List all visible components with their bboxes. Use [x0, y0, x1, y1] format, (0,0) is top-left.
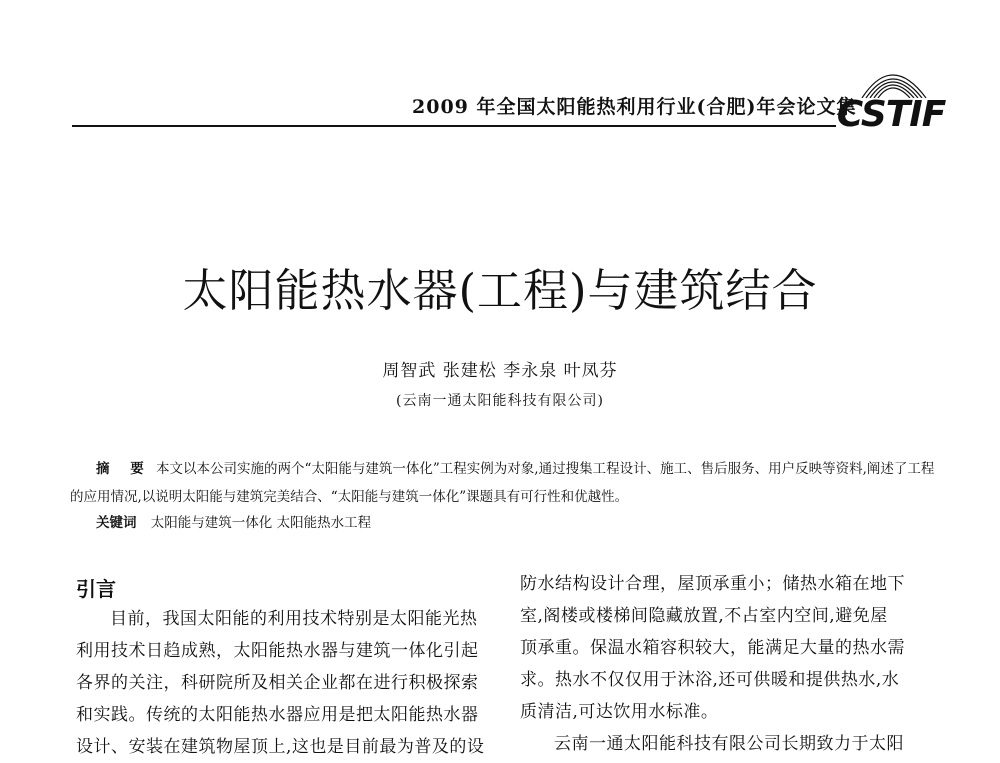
body-line: 防水结构设计合理，屋顶承重小；储热水箱在地下 [520, 574, 905, 594]
abstract-text: 本文以本公司实施的两个“太阳能与建筑一体化”工程实例为对象,通过搜集工程设计、施工、售后服务、用户反映等资料,阐述了工程的应用情况,以说明太阳能与建筑完美结合、“太阳能与建筑一体化”课题具有可行性和优越性。 [70, 461, 935, 505]
paper-title: 太阳能热水器(工程)与建筑结合 [182, 264, 818, 317]
proceedings-title: 2009 年全国太阳能热利用行业(合肥)年会论文集 [412, 96, 857, 118]
paper-affiliation: (云南一通太阳能科技有限公司) [396, 393, 604, 409]
header-rule [72, 125, 836, 127]
body-line: 利用技术日趋成熟，太阳能热水器与建筑一体化引起 [76, 641, 479, 661]
body-line: 求。热水不仅仅用于沐浴,还可供暖和提供热水,水 [520, 670, 900, 690]
body-line: 质清洁,可达饮用水标准。 [520, 702, 719, 722]
body-line: 各界的关注，科研院所及相关企业都在进行积极探索 [76, 673, 479, 693]
logo-arcs-icon [854, 58, 930, 98]
body-line: 室,阁楼或楼梯间隐藏放置,不占室内空间,避免屋 [520, 606, 888, 626]
keywords-text: 太阳能与建筑一体化 太阳能热水工程 [150, 515, 372, 531]
body-line: 设计、安装在建筑物屋顶上,这也是目前最为普及的设 [76, 737, 485, 757]
logo-text: CSTIF [836, 94, 946, 135]
body-line: 云南一通太阳能科技有限公司长期致力于太阳 [554, 734, 904, 754]
paper-authors: 周智武 张建松 李永泉 叶凤芬 [382, 361, 618, 381]
keywords [96, 511, 371, 531]
abstract [70, 455, 940, 511]
body-line: 目前，我国太阳能的利用技术特别是太阳能光热 [110, 609, 478, 629]
left-column [76, 603, 496, 763]
keywords-label: 关键词 [96, 515, 137, 531]
abstract-label: 摘 要 [96, 461, 152, 477]
section-heading-introduction: 引言 [76, 577, 116, 601]
right-column [520, 568, 940, 760]
cstif-logo [836, 58, 946, 138]
body-line: 和实践。传统的太阳能热水器应用是把太阳能热水器 [76, 705, 479, 725]
body-line: 顶承重。保温水箱容积较大，能满足大量的热水需 [520, 638, 905, 658]
